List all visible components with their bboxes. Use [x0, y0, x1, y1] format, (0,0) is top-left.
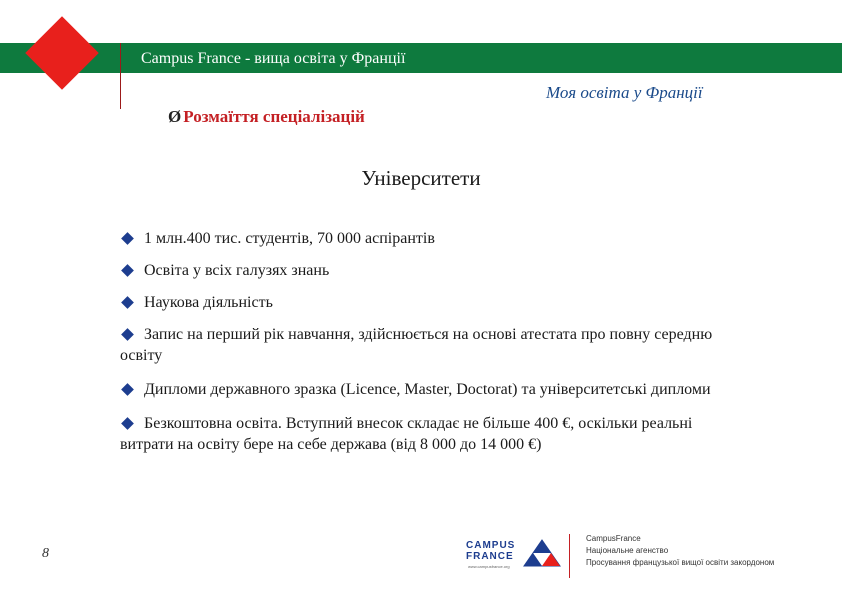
logo-france-text: FRANCE	[466, 551, 514, 562]
diamond-bullet-icon	[121, 296, 134, 309]
agency-name: CampusFrance	[586, 534, 641, 543]
list-item	[120, 260, 720, 281]
bullet-text: Безкоштовна освіта. Вступний внесок складає не більше 400 €, оскільки реальні витрати на освіту бере на себе держава (від 8 000 до 14 000 €)	[120, 415, 693, 453]
agency-line-1: Національне агенство	[586, 546, 669, 555]
list-item	[120, 292, 720, 313]
diamond-bullet-icon	[121, 264, 134, 277]
logo-campus-text: CAMPUS	[466, 540, 516, 551]
bullet-list	[120, 228, 720, 468]
header-divider	[120, 43, 121, 109]
list-item	[120, 379, 720, 400]
list-item	[120, 413, 720, 455]
section-label: Розмаїття спеціалізацій	[183, 107, 365, 126]
bullet-text: 1 млн.400 тис. студентів, 70 000 аспірантів	[144, 230, 435, 247]
list-item	[120, 228, 720, 249]
section-title	[168, 107, 365, 127]
page-number: 8	[42, 546, 49, 561]
campus-france-logo	[462, 538, 562, 572]
bullet-text: Дипломи державного зразка (Licence, Master, Doctorat) та університетські дипломи	[144, 381, 711, 398]
arrow-bullet-icon: Ø	[168, 107, 182, 126]
footer-divider	[569, 534, 570, 578]
list-item	[120, 324, 720, 366]
page-subtitle: Моя освіта у Франції	[546, 83, 703, 102]
logo-pyramid-icon	[522, 538, 562, 568]
page-heading: Університети	[361, 166, 481, 190]
logo-url: www.campusfrance.org	[468, 564, 510, 569]
bullet-text: Наукова діяльність	[144, 294, 273, 311]
brand-diamond-icon	[25, 16, 99, 90]
agency-info	[586, 533, 774, 569]
diamond-bullet-icon	[121, 232, 134, 245]
diamond-bullet-icon	[121, 383, 134, 396]
header-title: Campus France - вища освіта у Франції	[141, 50, 406, 67]
agency-line-2: Просування французької вищої освіти закордоном	[586, 558, 775, 567]
diamond-bullet-icon	[121, 417, 134, 430]
bullet-text: Запис на перший рік навчання, здійснюється на основі атестата про повну середню освіту	[120, 326, 713, 364]
bullet-text: Освіта у всіх галузях знань	[144, 262, 330, 279]
header-bar	[0, 43, 842, 73]
diamond-bullet-icon	[121, 328, 134, 341]
